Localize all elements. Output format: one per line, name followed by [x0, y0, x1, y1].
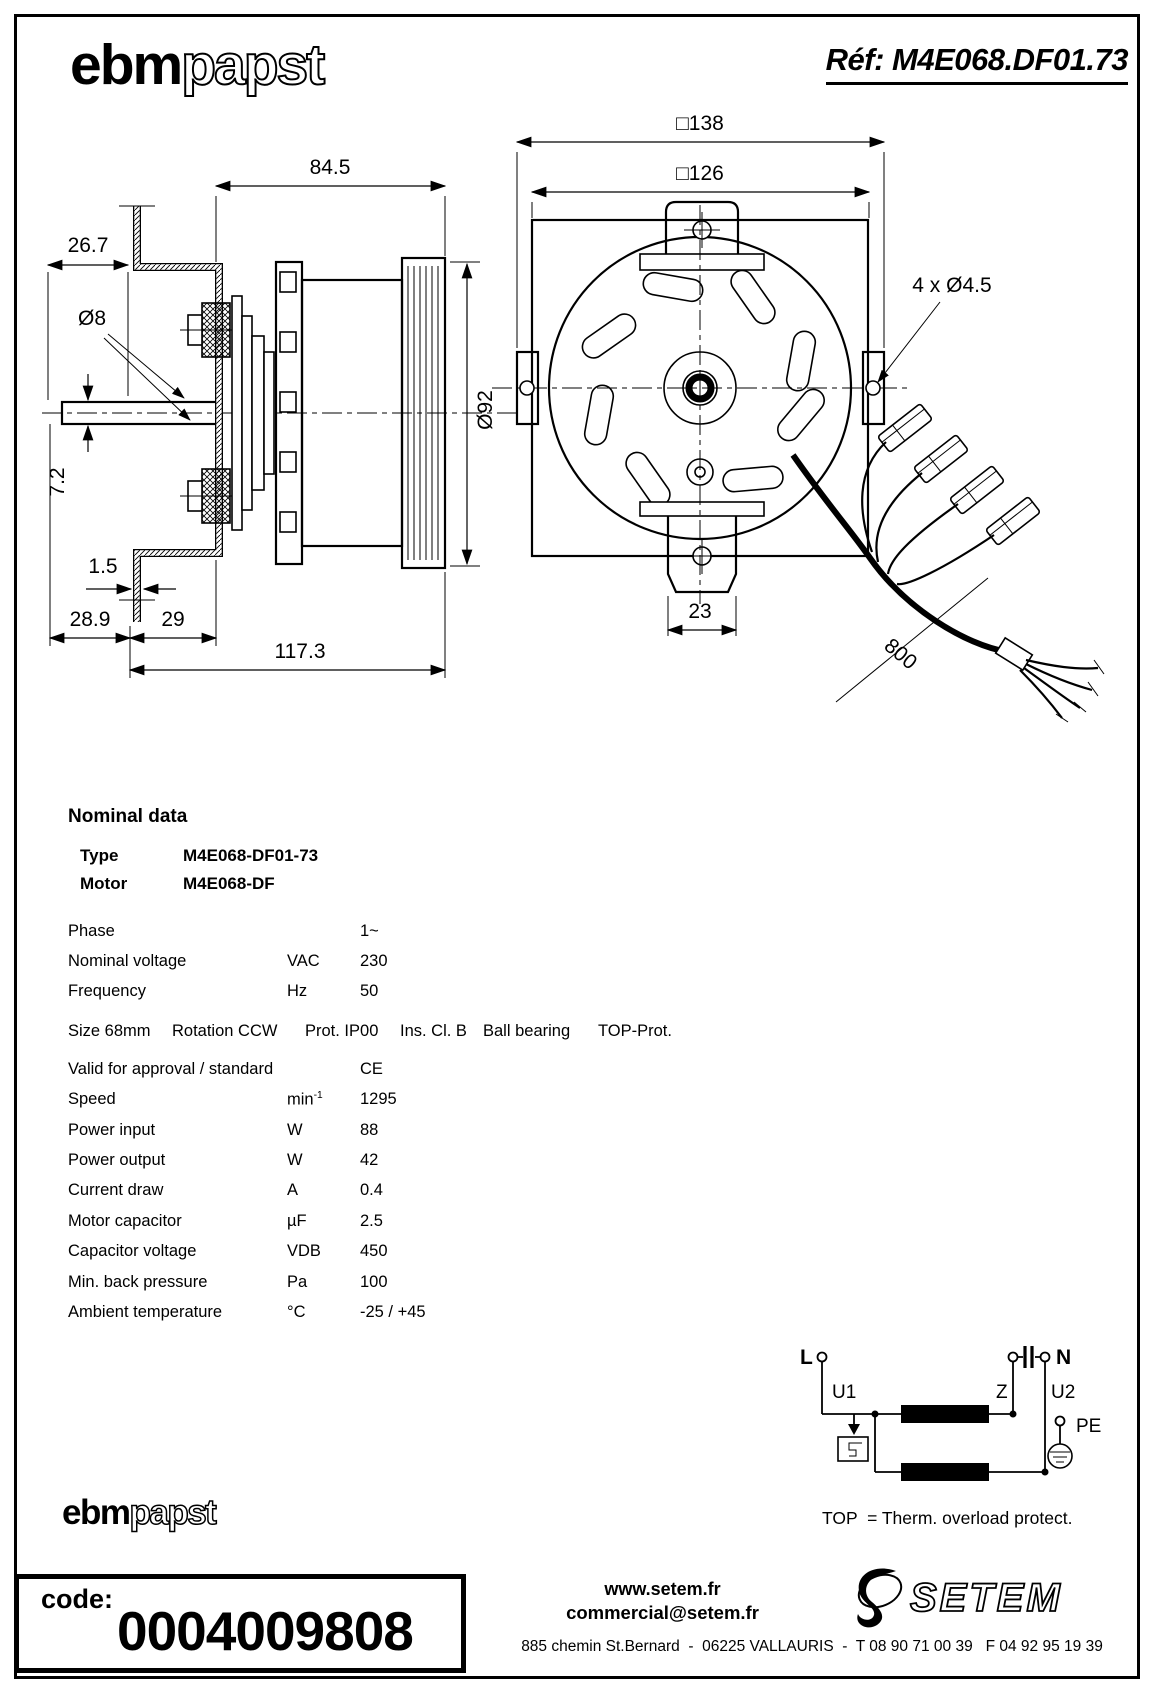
- wire-Z-label: Z: [996, 1382, 1008, 1403]
- row-value: 50: [360, 982, 379, 1001]
- row-label: Power input: [68, 1120, 156, 1139]
- row-value: 0.4: [360, 1181, 383, 1200]
- dim-mount-holes: [878, 274, 992, 382]
- svg-text:ebmpapst: [62, 1493, 217, 1532]
- row-label: Ambient temperature: [68, 1302, 223, 1321]
- website: www.setem.fr: [604, 1579, 721, 1599]
- row-label: Phase: [68, 921, 115, 940]
- type-value: M4E068-DF01-73: [183, 846, 319, 865]
- size-token: Size 68mm: [68, 1021, 151, 1040]
- svg-text:84.5: 84.5: [309, 156, 351, 179]
- top-mounting-tab: [640, 202, 764, 270]
- impeller-hub: [232, 296, 274, 530]
- terminal-3: [950, 465, 1005, 514]
- row-unit: VDB: [287, 1242, 321, 1261]
- svg-text:□126: □126: [676, 162, 724, 185]
- table-row: [68, 946, 788, 976]
- row-label: Speed: [68, 1090, 116, 1109]
- table-row: [68, 977, 788, 1007]
- row-unit: A: [287, 1181, 299, 1200]
- row-unit: °C: [287, 1302, 306, 1321]
- svg-text:□138: □138: [676, 112, 724, 135]
- bearing-token: Ball bearing: [483, 1021, 571, 1040]
- row-label: Frequency: [68, 982, 146, 1001]
- row-label: Capacitor voltage: [68, 1242, 197, 1261]
- svg-text:28.9: 28.9: [69, 608, 111, 631]
- row-label: Current draw: [68, 1181, 164, 1200]
- terminal-2: [914, 434, 969, 483]
- wire-PE-label: PE: [1076, 1416, 1102, 1437]
- reference-number: Réf: M4E068.DF01.73: [826, 42, 1128, 85]
- row-value: 100: [360, 1272, 388, 1291]
- row-label: Valid for approval / standard: [68, 1059, 274, 1078]
- setem-wordmark: SETEM: [910, 1576, 1063, 1620]
- table-row: [68, 1145, 788, 1175]
- svg-text:800: 800: [879, 634, 922, 675]
- table-row: [68, 1054, 788, 1084]
- row-unit: µF: [287, 1211, 307, 1230]
- logo-text-bold: ebm: [70, 33, 182, 97]
- row-unit: W: [287, 1120, 303, 1139]
- mount-hole-left: [520, 381, 534, 395]
- svg-text:1.5: 1.5: [88, 555, 118, 578]
- mount-hole-right: [866, 381, 880, 395]
- table-row: [68, 1297, 788, 1327]
- row-unit: Hz: [287, 982, 308, 1001]
- row-value: 1~: [360, 921, 379, 940]
- code-value: 0004009808: [117, 1600, 413, 1662]
- svg-text:29: 29: [161, 608, 185, 631]
- code-label: code:: [41, 1584, 114, 1614]
- svg-text:Ø92: Ø92: [474, 390, 497, 430]
- earth-symbol: [1048, 1417, 1072, 1469]
- winding-main: [901, 1405, 989, 1423]
- row-value: 1295: [360, 1090, 397, 1109]
- row-value: 88: [360, 1120, 379, 1139]
- front-view: [492, 112, 1104, 722]
- logo-text-outline: papst: [129, 1493, 216, 1532]
- row-unit: W: [287, 1151, 303, 1170]
- row-label: Power output: [68, 1151, 166, 1170]
- svg-text:26.7: 26.7: [67, 234, 109, 257]
- terminal-4: [986, 496, 1041, 545]
- protection-token: Prot. IP00: [305, 1021, 379, 1040]
- table-row: [68, 916, 788, 946]
- row-value: 450: [360, 1242, 388, 1261]
- table-row: [68, 1267, 788, 1297]
- wire-U2-label: U2: [1051, 1382, 1076, 1403]
- section-title: Nominal data: [68, 806, 188, 827]
- motor-row: [68, 870, 788, 898]
- email: commercial@setem.fr: [566, 1602, 759, 1623]
- svg-text:23: 23: [688, 600, 712, 623]
- insulation-token: Ins. Cl. B: [400, 1021, 467, 1040]
- logo-text-outline: papst: [181, 33, 324, 97]
- mounting-bracket: [119, 206, 219, 622]
- row-value: 230: [360, 952, 388, 971]
- address-line: 885 chemin St.Bernard - 06225 VALLAURIS - T 08 90 71 00 39 F 04 92 95 19 39: [521, 1638, 1103, 1655]
- side-view: [42, 156, 516, 678]
- row-value: -25 / +45: [360, 1302, 426, 1321]
- terminal-N-label: N: [1056, 1346, 1072, 1369]
- logo-text-bold: ebm: [62, 1493, 130, 1532]
- svg-text:7.2: 7.2: [46, 467, 69, 497]
- dim-tab-width: [668, 596, 736, 636]
- table-row: [68, 1085, 788, 1115]
- table-row: [68, 1206, 788, 1236]
- row-label: Min. back pressure: [68, 1272, 208, 1291]
- grommet-top: [180, 303, 236, 357]
- svg-text:117.3: 117.3: [274, 640, 326, 663]
- motor-value: M4E068-DF: [183, 874, 275, 893]
- row-unit: VAC: [287, 952, 320, 971]
- size-properties-row: [68, 1016, 788, 1046]
- nominal-data-section: [68, 806, 788, 1328]
- row-label: Nominal voltage: [68, 952, 187, 971]
- table-row: [68, 1115, 788, 1145]
- type-row: [68, 842, 788, 870]
- code-box: [14, 1574, 466, 1673]
- dim-84-5: [216, 156, 445, 262]
- row-value: CE: [360, 1059, 383, 1078]
- setem-bird-icon: [854, 1568, 906, 1627]
- winding-aux: [901, 1463, 989, 1481]
- row-value: 42: [360, 1151, 379, 1170]
- dim-motor-dia: [450, 262, 497, 566]
- thermal-protector-symbol: [838, 1414, 868, 1461]
- grommet-bottom: [180, 469, 236, 523]
- row-label: Motor capacitor: [68, 1211, 182, 1230]
- motor-label: Motor: [80, 874, 128, 893]
- row-unit: Pa: [287, 1272, 308, 1291]
- dim-1-5: [86, 555, 176, 589]
- dim-7-2: [46, 374, 88, 497]
- svg-text:4 x Ø4.5: 4 x Ø4.5: [912, 274, 992, 297]
- table-row: [68, 1176, 788, 1206]
- setem-logo: [848, 1563, 1138, 1631]
- capacitor-symbol: [1009, 1346, 1050, 1368]
- top-abbreviation-note: TOP = Therm. overload protect.: [822, 1508, 1073, 1528]
- row-value: 2.5: [360, 1211, 383, 1230]
- wire-U1-label: U1: [832, 1382, 857, 1403]
- type-label: Type: [80, 846, 119, 865]
- terminal-L-label: L: [800, 1346, 813, 1369]
- wiring-schematic: [800, 1346, 1101, 1481]
- top-token: TOP-Prot.: [598, 1021, 672, 1040]
- terminal-1: [878, 403, 933, 452]
- rotation-token: Rotation CCW: [172, 1021, 278, 1040]
- ebmpapst-logo-small: [62, 1488, 252, 1538]
- cable-assembly: [793, 403, 1104, 722]
- svg-text:Ø8: Ø8: [77, 307, 107, 330]
- row-unit: $\min^{-1}$: [287, 1090, 323, 1109]
- bottom-mounting-tab: [640, 502, 764, 592]
- table-row: [68, 1237, 788, 1267]
